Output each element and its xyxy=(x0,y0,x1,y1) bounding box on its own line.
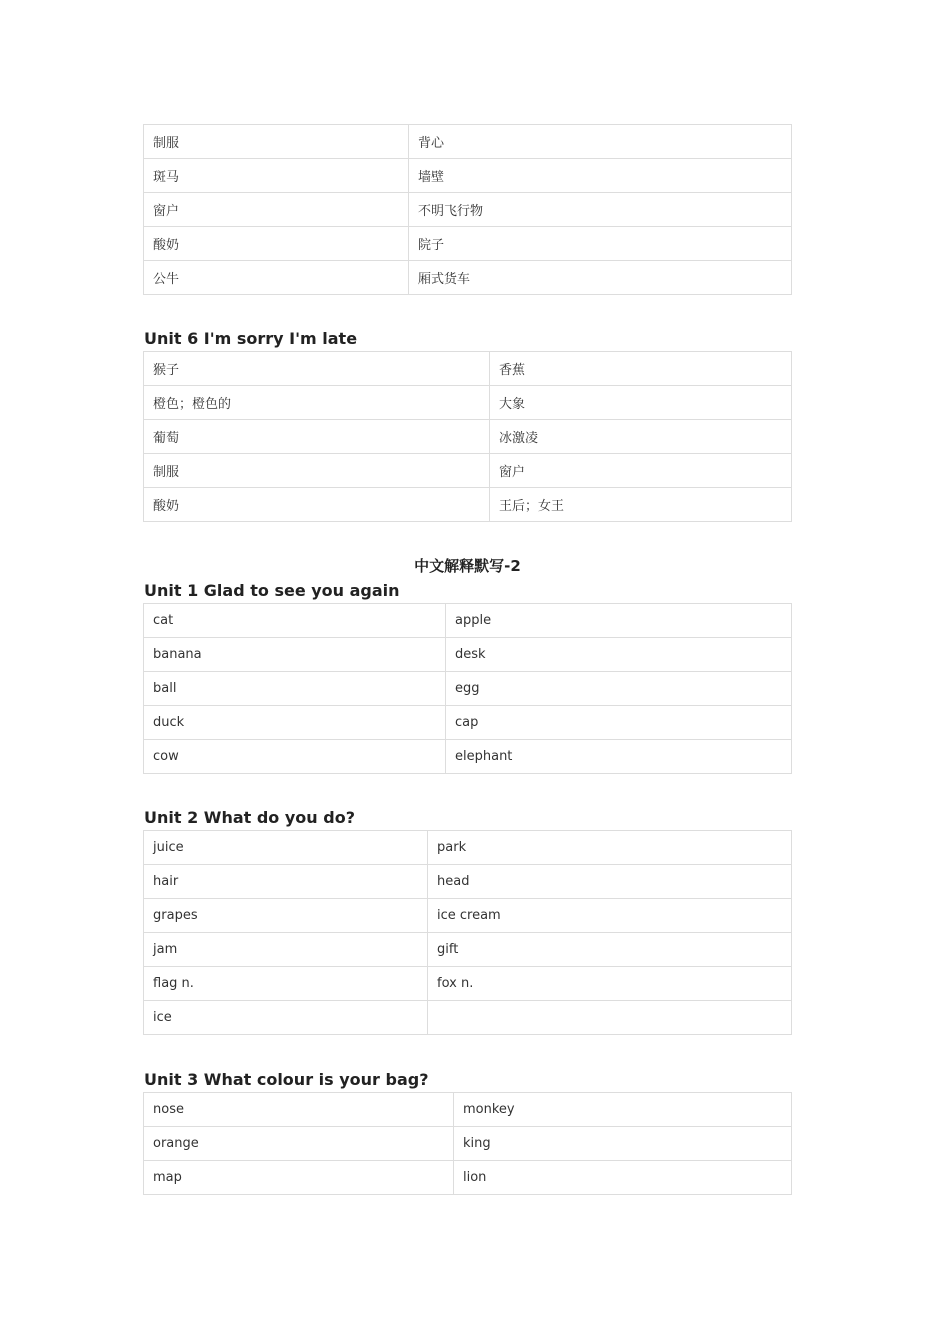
vocab-table-unit-6 xyxy=(143,351,792,522)
table-row xyxy=(144,159,792,193)
table-body xyxy=(144,125,792,295)
vocab-cell-left: 酸奶 xyxy=(144,227,409,261)
table-row xyxy=(144,352,792,386)
table-row xyxy=(144,899,792,933)
vocab-cell-right: 不明飞行物 xyxy=(409,193,792,227)
table-row xyxy=(144,638,792,672)
vocab-cell-right: desk xyxy=(446,638,792,672)
vocab-cell-right: 香蕉 xyxy=(490,352,792,386)
table-row xyxy=(144,831,792,865)
vocab-cell-right: lion xyxy=(454,1161,792,1195)
vocab-cell-left: 酸奶 xyxy=(144,488,490,522)
vocab-cell-right: 王后；女王 xyxy=(490,488,792,522)
table-row xyxy=(144,1093,792,1127)
table-body xyxy=(144,352,792,522)
vocab-cell-left: flag n. xyxy=(144,967,428,1001)
vocab-cell-left: cow xyxy=(144,740,446,774)
vocab-cell-left: ice xyxy=(144,1001,428,1035)
vocab-table-unit-3 xyxy=(143,1092,792,1195)
vocab-table-continued xyxy=(143,124,792,295)
vocab-cell-left: orange xyxy=(144,1127,454,1161)
table-body xyxy=(144,831,792,1035)
vocab-cell-right: ice cream xyxy=(428,899,792,933)
vocab-cell-right: egg xyxy=(446,672,792,706)
table-body xyxy=(144,604,792,774)
table-row xyxy=(144,967,792,1001)
vocab-cell-right: elephant xyxy=(446,740,792,774)
vocab-table-unit-2 xyxy=(143,830,792,1035)
vocab-cell-left: cat xyxy=(144,604,446,638)
table-row xyxy=(144,740,792,774)
vocab-cell-left: ball xyxy=(144,672,446,706)
vocab-cell-left: 橙色；橙色的 xyxy=(144,386,490,420)
vocab-cell-left: banana xyxy=(144,638,446,672)
vocab-cell-left: 窗户 xyxy=(144,193,409,227)
vocab-cell-left: hair xyxy=(144,865,428,899)
table-row xyxy=(144,1161,792,1195)
vocab-cell-right: 大象 xyxy=(490,386,792,420)
vocab-cell-right: 厢式货车 xyxy=(409,261,792,295)
vocab-cell-left: 制服 xyxy=(144,454,490,488)
vocab-cell-left: 制服 xyxy=(144,125,409,159)
vocab-cell-right: monkey xyxy=(454,1093,792,1127)
table-row xyxy=(144,933,792,967)
vocab-cell-left: 公牛 xyxy=(144,261,409,295)
vocab-cell-left: nose xyxy=(144,1093,454,1127)
vocab-cell-left: 斑马 xyxy=(144,159,409,193)
table-row xyxy=(144,420,792,454)
vocab-cell-left: grapes xyxy=(144,899,428,933)
table-row xyxy=(144,604,792,638)
table-row xyxy=(144,706,792,740)
section-title: 中文解释默写-2 xyxy=(414,557,521,575)
vocab-cell-right: king xyxy=(454,1127,792,1161)
table-row xyxy=(144,125,792,159)
vocab-cell-right xyxy=(428,1001,792,1035)
table-row xyxy=(144,1001,792,1035)
vocab-cell-right: 墙壁 xyxy=(409,159,792,193)
table-body xyxy=(144,1093,792,1195)
vocab-cell-left: 葡萄 xyxy=(144,420,490,454)
table-row xyxy=(144,227,792,261)
table-row xyxy=(144,193,792,227)
vocab-cell-right: fox n. xyxy=(428,967,792,1001)
vocab-cell-right: park xyxy=(428,831,792,865)
vocab-cell-right: 院子 xyxy=(409,227,792,261)
table-row xyxy=(144,865,792,899)
vocab-table-unit-1 xyxy=(143,603,792,774)
vocab-cell-left: jam xyxy=(144,933,428,967)
vocab-cell-right: cap xyxy=(446,706,792,740)
vocab-cell-right: 冰激凌 xyxy=(490,420,792,454)
vocab-cell-left: map xyxy=(144,1161,454,1195)
unit-6-title: Unit 6 I'm sorry I'm late xyxy=(144,329,358,348)
table-row xyxy=(144,672,792,706)
vocab-cell-right: 背心 xyxy=(409,125,792,159)
vocab-cell-right: 窗户 xyxy=(490,454,792,488)
table-row xyxy=(144,454,792,488)
vocab-cell-right: head xyxy=(428,865,792,899)
unit-2-title: Unit 2 What do you do? xyxy=(144,808,355,827)
table-row xyxy=(144,261,792,295)
unit-1-title: Unit 1 Glad to see you again xyxy=(144,581,400,600)
table-row xyxy=(144,488,792,522)
vocab-cell-right: gift xyxy=(428,933,792,967)
vocab-cell-left: juice xyxy=(144,831,428,865)
vocab-cell-left: 猴子 xyxy=(144,352,490,386)
table-row xyxy=(144,386,792,420)
vocab-cell-right: apple xyxy=(446,604,792,638)
table-row xyxy=(144,1127,792,1161)
vocab-cell-left: duck xyxy=(144,706,446,740)
unit-3-title: Unit 3 What colour is your bag? xyxy=(144,1070,429,1089)
